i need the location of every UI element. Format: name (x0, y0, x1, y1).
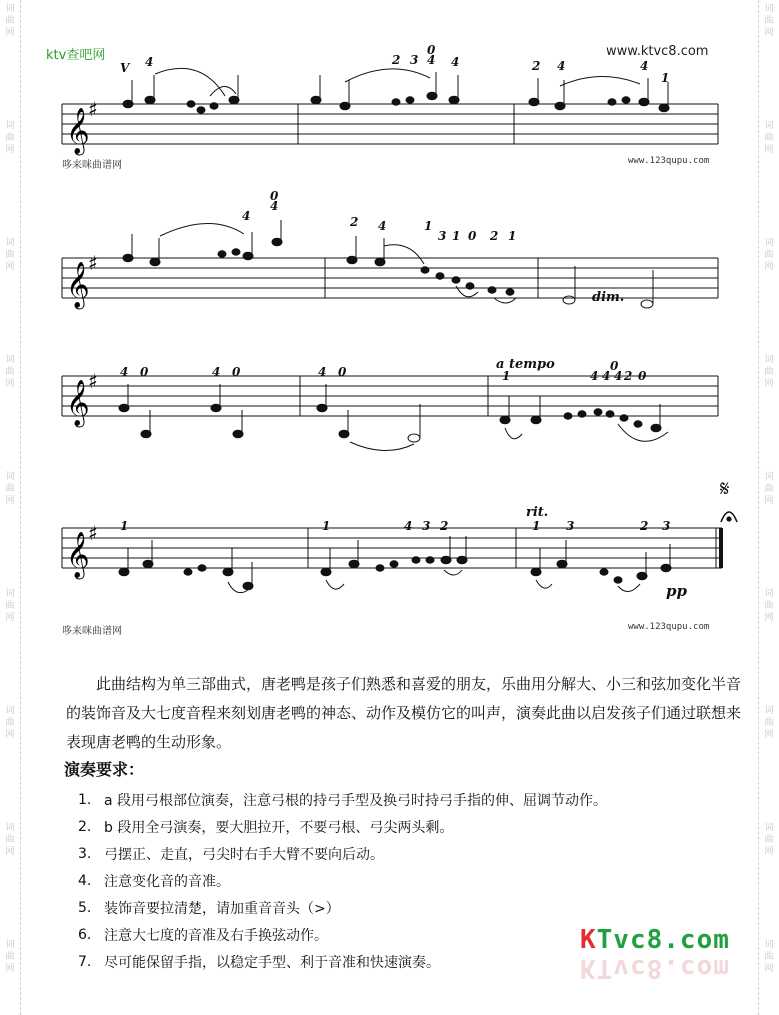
slurs (155, 68, 640, 96)
watermark-char: 曲 (764, 601, 774, 611)
note-head (406, 97, 414, 103)
credit-site-name-2: 哆来咪曲谱网 (62, 626, 122, 637)
watermark-char: 网 (5, 379, 15, 389)
watermark-char: 词 (5, 706, 15, 716)
watermark-char: 网 (764, 496, 774, 506)
watermark-char: 网 (764, 28, 774, 38)
fingering: 4 (640, 59, 649, 73)
fingering: 0 (140, 365, 149, 379)
watermark-char: 曲 (764, 133, 774, 143)
watermark-char: 网 (764, 379, 774, 389)
watermark-char: 曲 (764, 16, 774, 26)
watermark-char: 网 (764, 730, 774, 740)
watermark-char: 词 (764, 472, 774, 482)
watermark-char: 词 (5, 589, 15, 599)
fingering: 0 (638, 369, 647, 383)
sharp-icon: ♯ (88, 251, 98, 275)
fingering: 2 (624, 369, 633, 383)
treble-clef-icon: 𝄞 (66, 380, 90, 426)
fingering: 0 (610, 359, 619, 373)
requirement-item: 3. 弓摆正、走直，弓尖时右手大臂不要向后动。 (78, 845, 384, 863)
fingering: 0 (232, 365, 241, 379)
fingering: 1 (502, 369, 511, 383)
requirements-list (78, 786, 607, 975)
requirement-item: 4. 注意变化音的音准。 (78, 872, 230, 890)
fingering: 4 (318, 365, 327, 379)
fingerings (120, 359, 647, 383)
fingering: 4 (602, 369, 611, 383)
watermark-char: 词 (764, 823, 774, 833)
tempo-a-tempo: a tempo (496, 357, 555, 372)
watermark-char: 曲 (5, 484, 15, 494)
treble-clef-icon: 𝄞 (66, 532, 90, 578)
credit-site-name: 哆来咪曲谱网 (62, 160, 122, 171)
watermark-char: 网 (764, 145, 774, 155)
fingering: 3 (438, 229, 447, 243)
fermata-icon (721, 512, 737, 522)
fingering: 2 (490, 229, 499, 243)
watermark-char: 词 (5, 823, 15, 833)
credit-site-url-2: www.123qupu.com (628, 622, 710, 632)
note-head (608, 99, 616, 105)
fingering: 0 (338, 365, 347, 379)
watermark-char: 网 (764, 613, 774, 623)
watermark-char: 词 (5, 4, 15, 14)
note-head (210, 103, 218, 109)
requirement-item: 7. 尽可能保留手指，以稳定手型、利于音准和快速演奏。 (78, 953, 440, 971)
credit-site-url: www.123qupu.com (628, 156, 710, 166)
svg-text:𝄋: 𝄋 (720, 477, 730, 502)
fingering: 2 (440, 519, 449, 533)
staff-system-2 (0, 189, 779, 310)
site-url-top: www.ktvc8.com (606, 44, 709, 59)
brand-label: ktv查吧网 (46, 48, 106, 63)
slurs (160, 223, 516, 303)
fingering: 1 (661, 71, 670, 85)
watermark-char: 曲 (5, 952, 15, 962)
fingering: 4 (557, 59, 566, 73)
watermark-char: 曲 (5, 16, 15, 26)
sharp-icon: ♯ (88, 521, 98, 545)
watermark-char: 词 (764, 940, 774, 950)
watermark-char: 网 (5, 847, 15, 857)
requirement-item: 1. a 段用弓根部位演奏，注意弓根的持弓手型及换弓时持弓手指的伸、屈调节动作。 (78, 791, 608, 809)
note-head (392, 99, 400, 105)
fingering: 2 (532, 59, 541, 73)
treble-clef-icon: 𝄞 (66, 108, 90, 154)
fingering: 0 (270, 189, 279, 203)
watermark-char: 网 (5, 496, 15, 506)
watermark-char: 曲 (764, 835, 774, 845)
watermark-char: 曲 (764, 484, 774, 494)
fingering: 2 (350, 215, 359, 229)
fingering: 2 (640, 519, 649, 533)
logo-reflection: KTvc8.com (580, 953, 730, 983)
watermark-char: 网 (5, 964, 15, 974)
watermark-char: 曲 (5, 835, 15, 845)
watermark-char: 词 (5, 121, 15, 131)
segno-icon (720, 477, 729, 502)
watermark-char: 曲 (764, 718, 774, 728)
watermark-char: 曲 (764, 250, 774, 260)
fingering: 3 (422, 519, 431, 533)
fingering: 4 (212, 365, 221, 379)
note-head (197, 107, 205, 113)
watermark-char: 曲 (764, 367, 774, 377)
staff-lines (62, 104, 718, 144)
fingering: 4 (590, 369, 599, 383)
fingering: 4 (145, 55, 154, 69)
requirements-heading: 演奏要求： (64, 760, 145, 779)
fingering: 4 (451, 55, 460, 69)
watermark-char: 词 (5, 238, 15, 248)
watermark-char: 网 (5, 613, 15, 623)
fingering: 1 (120, 519, 129, 533)
watermark-char: 网 (764, 964, 774, 974)
fingering: 1 (424, 219, 433, 233)
fingering: 3 (566, 519, 575, 533)
fingering: 1 (532, 519, 541, 533)
fingering: 0 (468, 229, 477, 243)
ktvc8-logo: KTvc8.com KTvc8.com (580, 925, 730, 983)
fingering: 1 (322, 519, 331, 533)
slurs (350, 424, 668, 451)
watermark-char: 词 (764, 706, 774, 716)
watermark-char: 词 (5, 355, 15, 365)
sharp-icon: ♯ (88, 97, 98, 121)
treble-clef-icon: 𝄞 (66, 262, 90, 308)
bow-mark: V (120, 61, 130, 75)
dynamic-dim: dim. (592, 290, 625, 305)
intro-paragraph: 此曲结构为单三部曲式，唐老鸭是孩子们熟悉和喜爱的朋友，乐曲用分解大、小三和弦加变化半音的装饰音及大七度音程来刻划唐老鸭的神态、动作及模仿它的叫声，演奏此曲以启发孩子们通过联想来表现唐老鸭的生动形象。 (66, 675, 742, 751)
fingering: 2 (392, 53, 401, 67)
watermark-char: 词 (5, 940, 15, 950)
watermark-char: 词 (764, 238, 774, 248)
staff-system-3 (0, 350, 779, 460)
fingering: 4 (404, 519, 413, 533)
fingering: 4 (378, 219, 387, 233)
notes (119, 384, 661, 442)
notes (123, 220, 653, 308)
staff-system-4 (0, 477, 779, 600)
fingering: 4 (120, 365, 129, 379)
requirement-item: 2. b 段用全弓演奏，要大胆拉开，不要弓根、弓尖两头剩。 (78, 818, 454, 836)
watermark-char: 网 (5, 145, 15, 155)
fingering: 4 (427, 53, 436, 67)
slurs (228, 570, 640, 593)
notes (119, 536, 671, 590)
fingering: 1 (508, 229, 517, 243)
watermark-char: 曲 (5, 601, 15, 611)
watermark-char: 曲 (5, 367, 15, 377)
dynamic-pp: pp (666, 582, 687, 600)
watermark-char: 曲 (764, 952, 774, 962)
requirement-item: 5. 装饰音要拉清楚，请加重音音头（>） (78, 899, 340, 917)
note-head (622, 97, 630, 103)
watermark-char: 网 (764, 262, 774, 272)
watermark-char: 网 (5, 28, 15, 38)
fingerings (120, 519, 670, 533)
fingering: 4 (242, 209, 251, 223)
tempo-rit: rit. (526, 505, 549, 520)
fingering: 4 (270, 199, 279, 213)
fingering: 0 (427, 43, 436, 57)
watermark-char: 词 (764, 355, 774, 365)
fingering: 1 (452, 229, 461, 243)
watermark-char: 曲 (5, 250, 15, 260)
fingerings (120, 43, 669, 85)
watermark-char: 词 (764, 121, 774, 131)
fingering: 3 (662, 519, 671, 533)
fingerings (242, 189, 516, 243)
watermark-char: 曲 (5, 718, 15, 728)
fingering: 4 (614, 369, 623, 383)
watermark-char: 网 (5, 262, 15, 272)
watermark-char: 词 (764, 4, 774, 14)
requirement-item: 6. 注意大七度的音准及右手换弦动作。 (78, 926, 328, 944)
watermark-char: 网 (5, 730, 15, 740)
watermark-char: 曲 (5, 133, 15, 143)
watermark-char: 网 (764, 847, 774, 857)
watermark-char: 词 (764, 589, 774, 599)
sharp-icon: ♯ (88, 369, 98, 393)
watermark-char: 词 (5, 472, 15, 482)
fingering: 3 (410, 53, 419, 67)
note-head (187, 101, 195, 107)
